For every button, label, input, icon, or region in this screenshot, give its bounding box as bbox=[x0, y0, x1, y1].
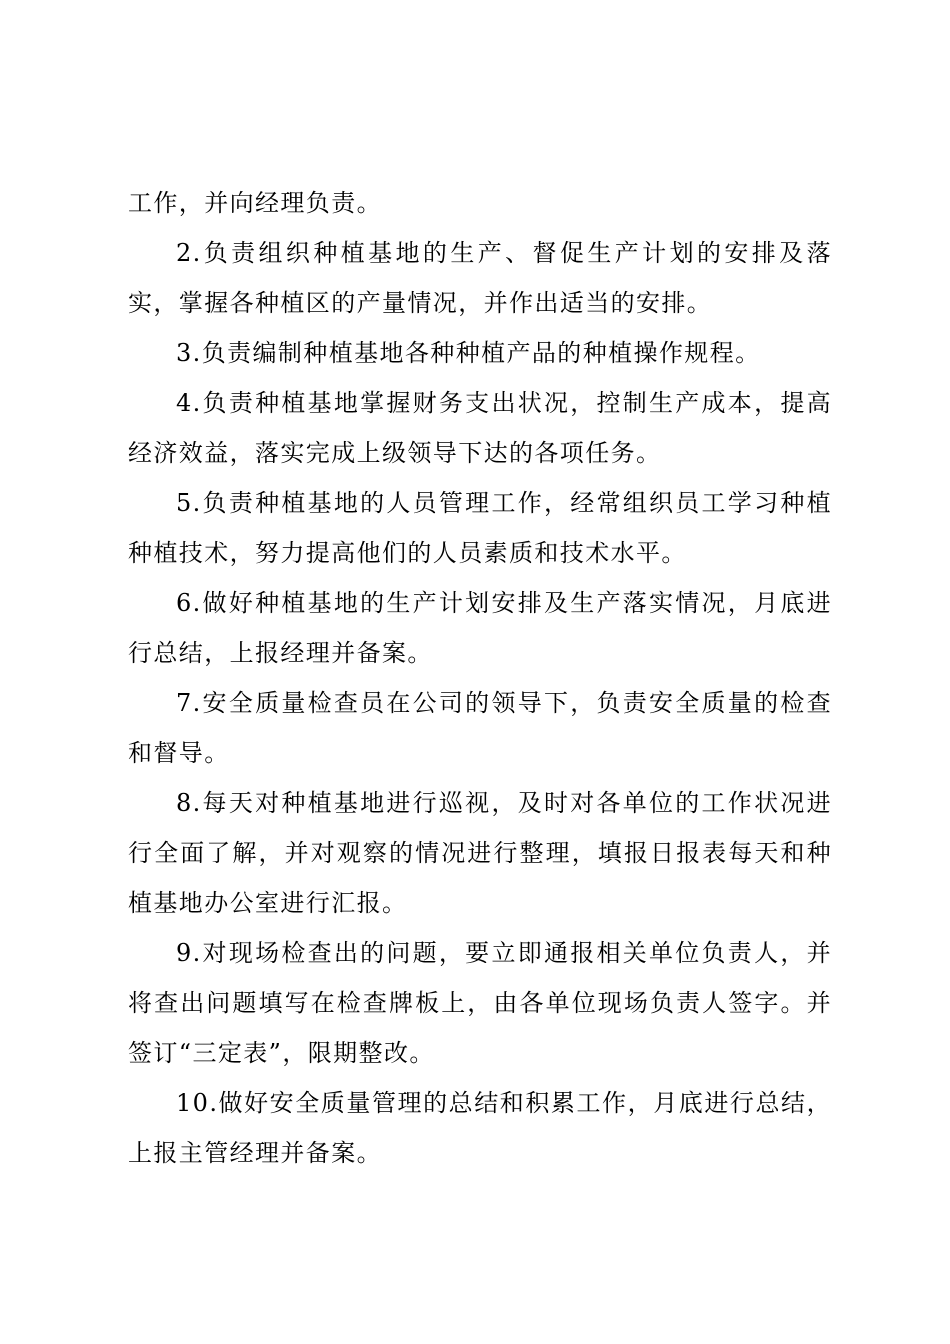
document-body bbox=[128, 178, 832, 1178]
paragraph-item-6: 6.做好种植基地的生产计划安排及生产落实情况，月底进行总结，上报经理并备案。 bbox=[128, 589, 832, 667]
paragraph-item-10: 10.做好安全质量管理的总结和积累工作，月底进行总结，上报主管经理并备案。 bbox=[128, 1089, 832, 1167]
paragraph-item-9: 9.对现场检查出的问题，要立即通报相关单位负责人，并将查出问题填写在检查牌板上，由各单位现场负责人签字。并签订“三定表”，限期整改。 bbox=[128, 939, 832, 1067]
paragraph-item-3: 3.负责编制种植基地各种种植产品的种植操作规程。 bbox=[176, 339, 761, 367]
paragraph-item-5: 5.负责种植基地的人员管理工作，经常组织员工学习种植种植技术，努力提高他们的人员素质和技术水平。 bbox=[128, 489, 832, 567]
paragraph-item-2: 2.负责组织种植基地的生产、督促生产计划的安排及落实，掌握各种植区的产量情况，并作出适当的安排。 bbox=[128, 239, 832, 317]
paragraph-continuation: 工作，并向经理负责。 bbox=[128, 189, 382, 217]
paragraph-item-4: 4.负责种植基地掌握财务支出状况，控制生产成本，提高经济效益，落实完成上级领导下达的各项任务。 bbox=[128, 389, 832, 467]
paragraph-item-8: 8.每天对种植基地进行巡视，及时对各单位的工作状况进行全面了解，并对观察的情况进行整理，填报日报表每天和种植基地办公室进行汇报。 bbox=[128, 789, 832, 917]
paragraph-item-7: 7.安全质量检查员在公司的领导下，负责安全质量的检查和督导。 bbox=[128, 689, 832, 767]
